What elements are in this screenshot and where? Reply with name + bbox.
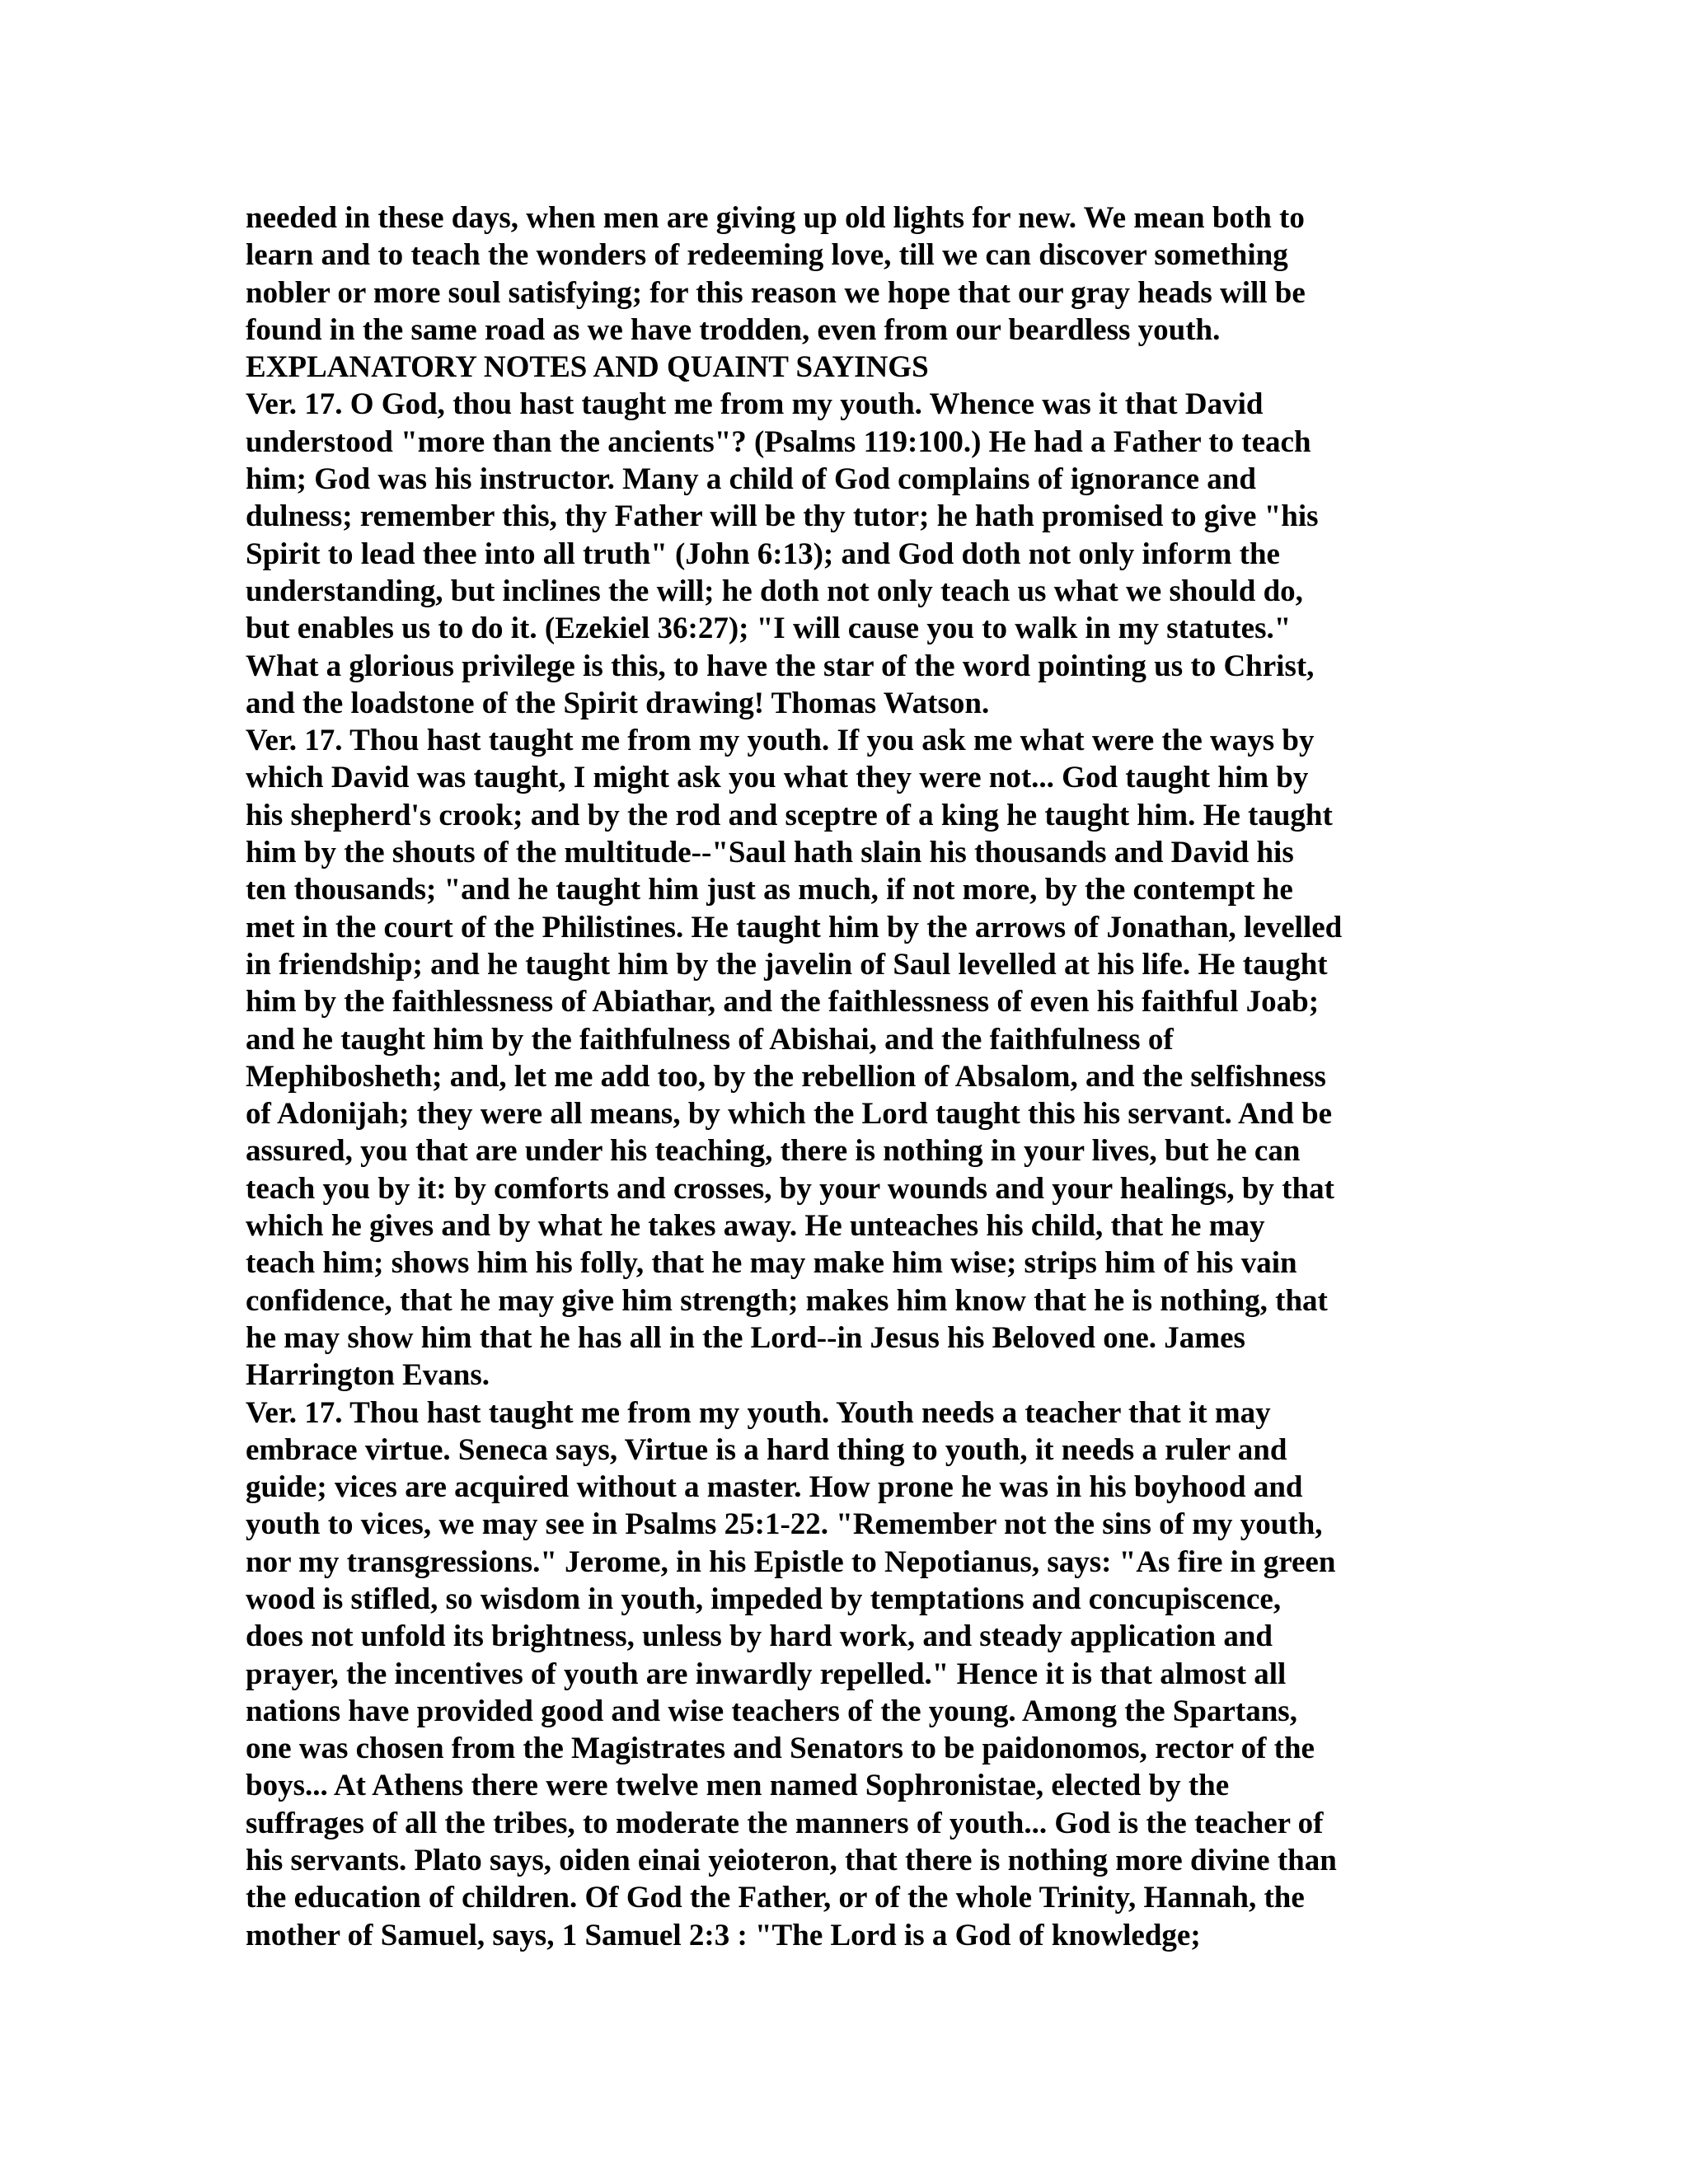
text-line: Ver. 17. Thou hast taught me from my youth. Youth needs a teacher that it may	[246, 1395, 1271, 1430]
text-line: and he taught him by the faithfulness of Abishai, and the faithfulness of	[246, 1022, 1174, 1057]
text-line: the education of children. Of God the Father, or of the whole Trinity, Hannah, the	[246, 1881, 1305, 1915]
text-line: he may show him that he has all in the Lord--in Jesus his Beloved one. James	[246, 1320, 1245, 1355]
text-line: one was chosen from the Magistrates and Senators to be paidonomos, rector of the	[246, 1732, 1315, 1766]
text-line: but enables us to do it. (Ezekiel 36:27); "I will cause you to walk in my statutes."	[246, 612, 1292, 646]
text-line: confidence, that he may give him strength; makes him know that he is nothing, that	[246, 1283, 1328, 1318]
text-line: wood is stifled, so wisdom in youth, impeded by temptations and concupiscence,	[246, 1582, 1282, 1616]
text-line: dulness; remember this, thy Father will be thy tutor; he hath promised to give "his	[246, 499, 1319, 534]
text-line: prayer, the incentives of youth are inwardly repelled." Hence it is that almost all	[246, 1657, 1287, 1691]
text-line: teach you by it: by comforts and crosses, by your wounds and your healings, by that	[246, 1171, 1334, 1206]
text-line: which David was taught, I might ask you what they were not... God taught him by	[246, 761, 1309, 795]
text-line: his servants. Plato says, oiden einai yeioteron, that there is nothing more divine than	[246, 1844, 1337, 1878]
text-line: understood "more than the ancients"? (Psalms 119:100.) He had a Father to teach	[246, 424, 1311, 459]
text-line: mother of Samuel, says, 1 Samuel 2:3 : "The Lord is a God of knowledge;	[246, 1918, 1201, 1952]
text-line: in friendship; and he taught him by the javelin of Saul levelled at his life. He taught	[246, 947, 1328, 982]
text-line: embrace virtue. Seneca says, Virtue is a hard thing to youth, it needs a ruler and	[246, 1432, 1287, 1467]
text-line: Harrington Evans.	[246, 1358, 490, 1393]
text-line: What a glorious privilege is this, to have the star of the word pointing us to Christ,	[246, 649, 1315, 683]
text-line: understanding, but inclines the will; he doth not only teach us what we should do,	[246, 574, 1303, 608]
text-line: of Adonijah; they were all means, by which the Lord taught this his servant. And be	[246, 1097, 1333, 1132]
text-line: guide; vices are acquired without a master. How prone he was in his boyhood and	[246, 1470, 1303, 1505]
text-line: youth to vices, we may see in Psalms 25:1-22. "Remember not the sins of my youth,	[246, 1507, 1323, 1542]
text-line: nations have provided good and wise teachers of the young. Among the Spartans,	[246, 1694, 1297, 1728]
text-line: suffrages of all the tribes, to moderate the manners of youth... God is the teacher of	[246, 1806, 1324, 1840]
section-heading: EXPLANATORY NOTES AND QUAINT SAYINGS	[246, 350, 929, 385]
text-line: teach him; shows him his folly, that he may make him wise; strips him of his vain	[246, 1246, 1297, 1281]
text-line: found in the same road as we have trodden, even from our beardless youth.	[246, 312, 1221, 347]
text-line: met in the court of the Philistines. He taught him by the arrows of Jonathan, levelled	[246, 910, 1343, 944]
text-line: does not unfold its brightness, unless by hard work, and steady application and	[246, 1619, 1273, 1654]
text-line: his shepherd's crook; and by the rod and sceptre of a king he taught him. He taught	[246, 798, 1333, 832]
text-line: which he gives and by what he takes away. He unteaches his child, that he may	[246, 1209, 1265, 1244]
text-line: Ver. 17. O God, thou hast taught me from my youth. Whence was it that David	[246, 387, 1264, 422]
text-line: needed in these days, when men are giving up old lights for new. We mean both to	[246, 201, 1305, 235]
text-line: boys... At Athens there were twelve men named Sophronistae, elected by the	[246, 1769, 1230, 1803]
text-line: Mephibosheth; and, let me add too, by the rebellion of Absalom, and the selfishness	[246, 1059, 1326, 1094]
body-text	[246, 199, 1449, 1954]
text-line: nor my transgressions." Jerome, in his Epistle to Nepotianus, says: "As fire in green	[246, 1544, 1336, 1579]
text-line: him by the shouts of the multitude--"Saul hath slain his thousands and David his	[246, 836, 1294, 870]
text-line: and the loadstone of the Spirit drawing! Thomas Watson.	[246, 686, 990, 720]
text-line: nobler or more soul satisfying; for this reason we hope that our gray heads will be	[246, 275, 1306, 310]
text-line: Ver. 17. Thou hast taught me from my youth. If you ask me what were the ways by	[246, 724, 1315, 758]
text-line: him; God was his instructor. Many a child of God complains of ignorance and	[246, 462, 1256, 497]
text-line: assured, you that are under his teaching, there is nothing in your lives, but he can	[246, 1134, 1301, 1169]
text-line: learn and to teach the wonders of redeeming love, till we can discover something	[246, 238, 1288, 273]
text-line: him by the faithlessness of Abiathar, and the faithlessness of even his faithful Joab;	[246, 985, 1320, 1019]
text-line: ten thousands; "and he taught him just as much, if not more, by the contempt he	[246, 873, 1293, 907]
text-line: Spirit to lead thee into all truth" (John 6:13); and God doth not only inform the	[246, 537, 1280, 571]
